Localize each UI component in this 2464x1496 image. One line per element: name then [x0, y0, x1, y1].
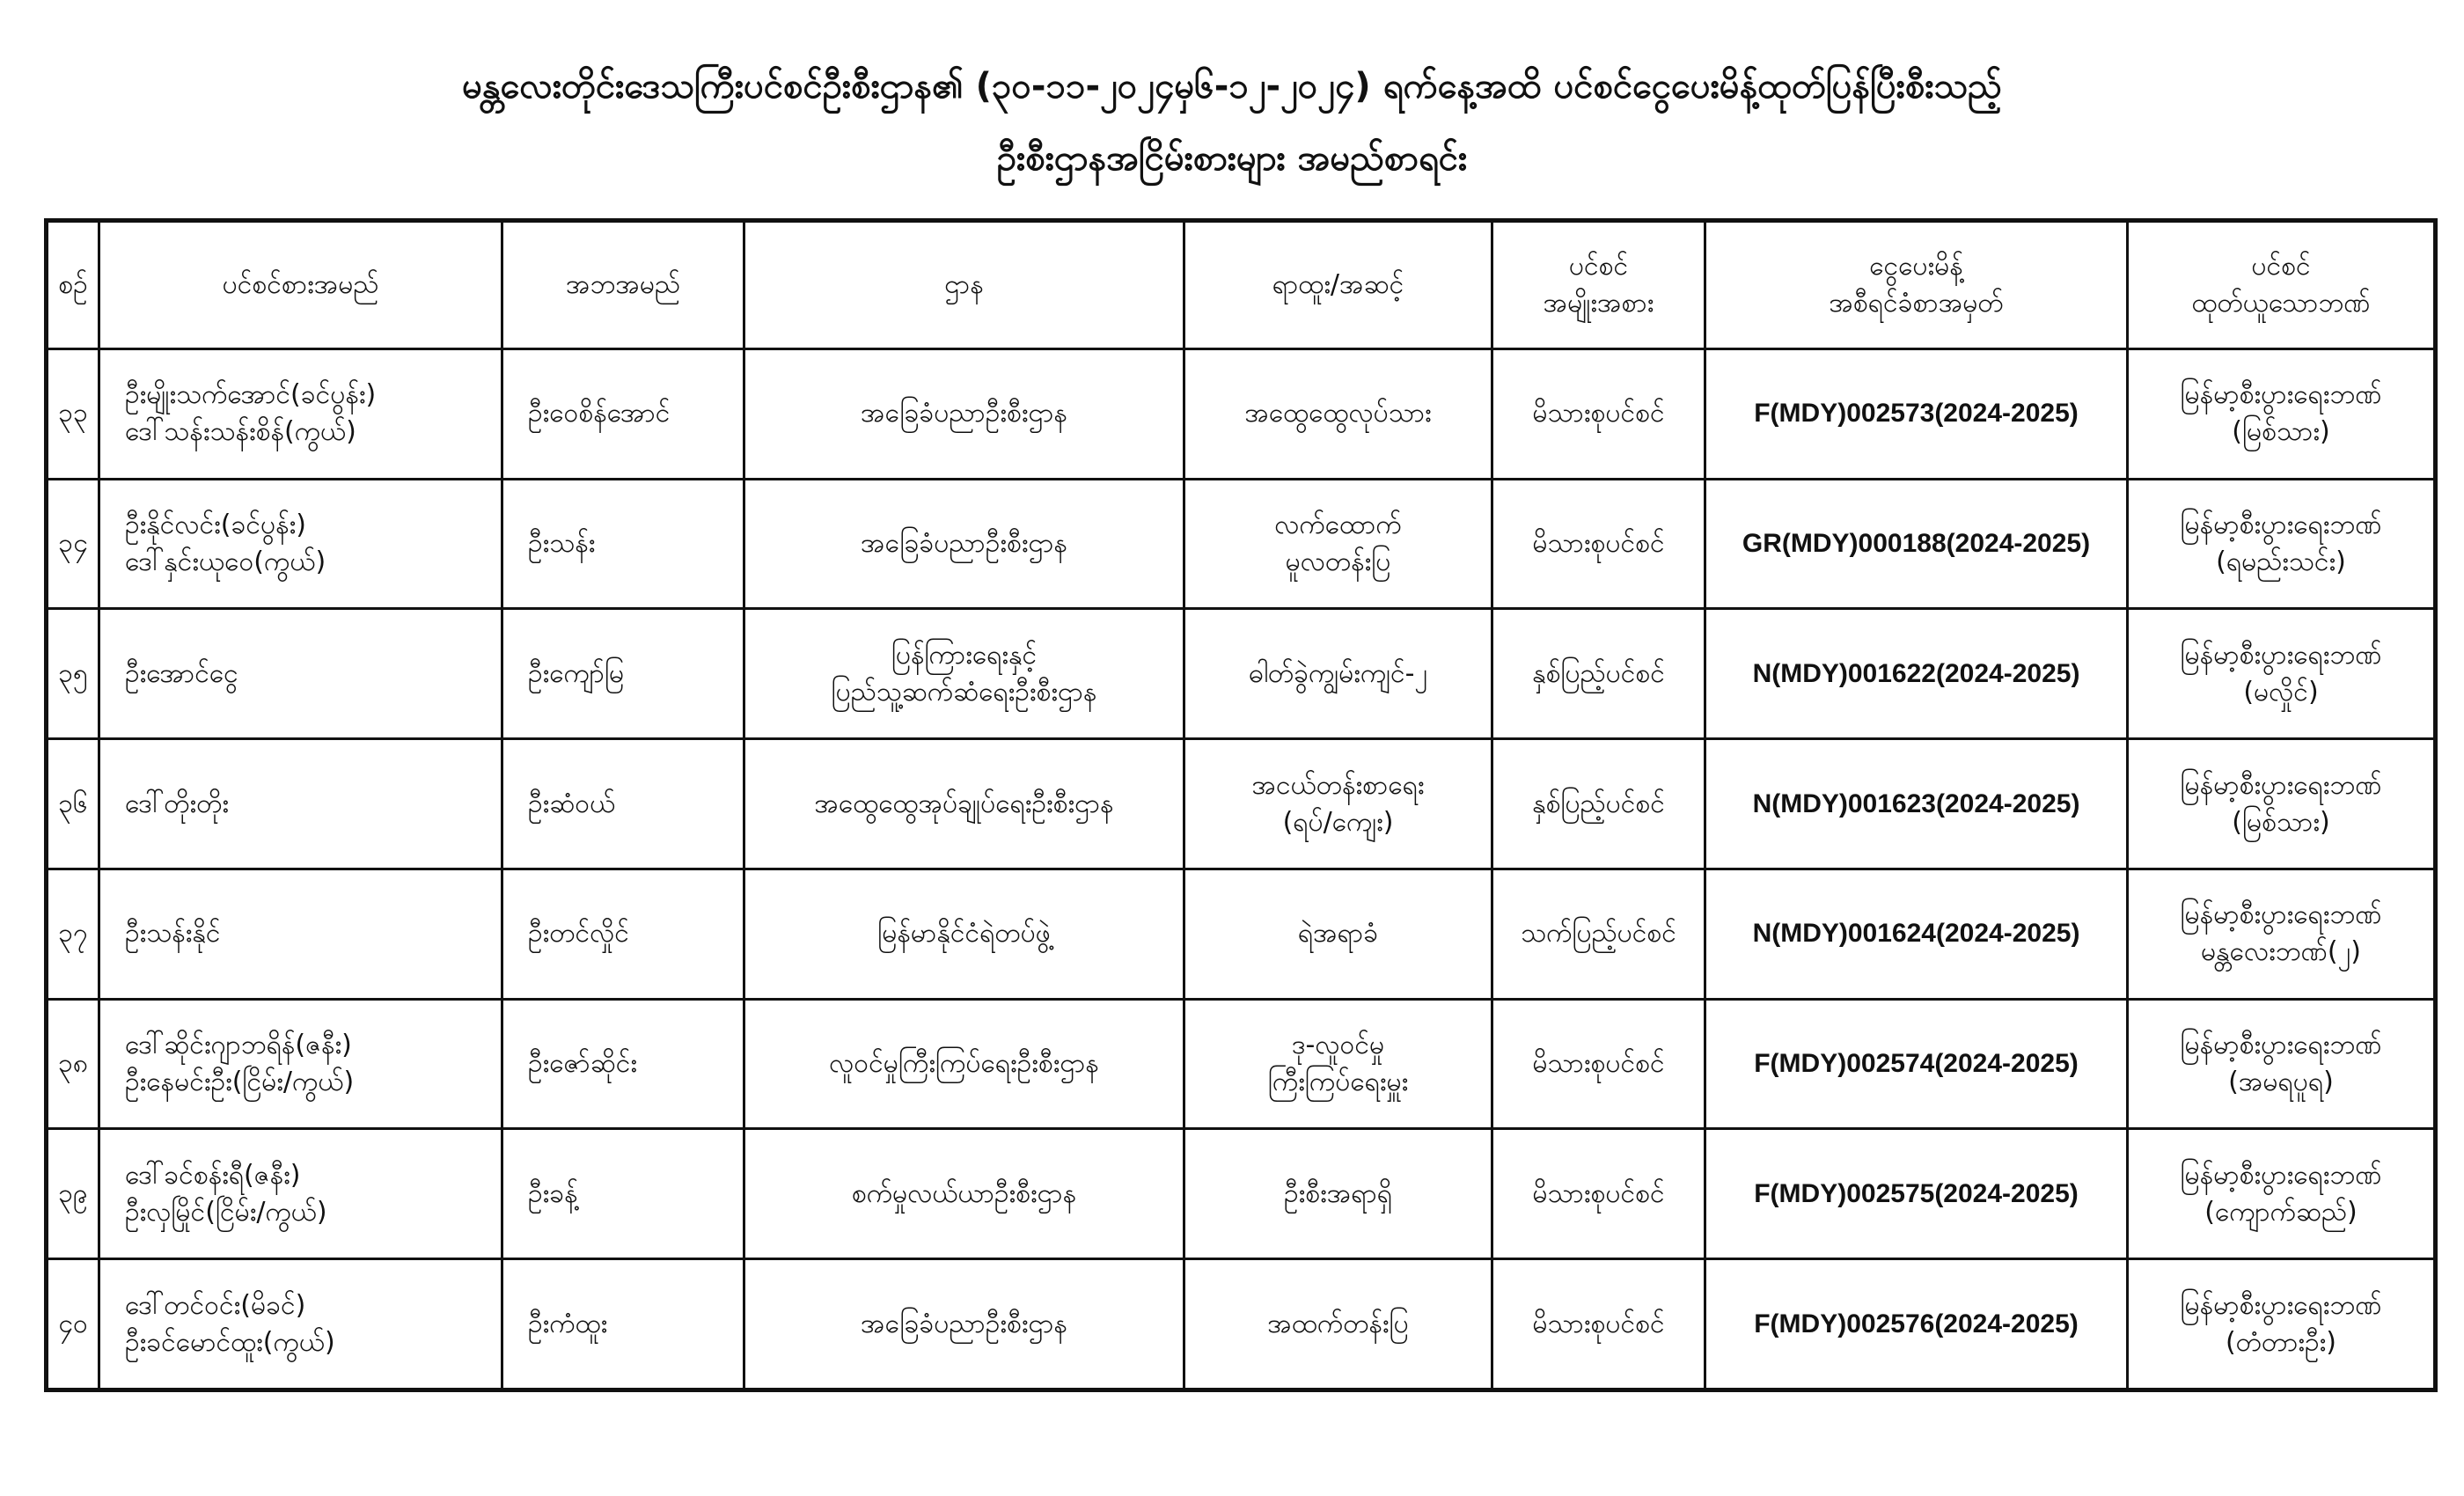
- payment-order-no-cell: F(MDY)002573(2024-2025): [1705, 349, 2128, 480]
- header-no: [47, 221, 99, 349]
- rank-cell: [1184, 1129, 1492, 1259]
- pensioner-name-cell-line: ဦးနေမင်းဦး(ငြိမ်း/ကွယ်): [125, 1067, 355, 1098]
- table-row: [47, 1259, 2436, 1390]
- department-cell: [744, 1259, 1184, 1390]
- rank-cell-line: ဒု-လူဝင်မှု: [1291, 1030, 1385, 1061]
- bank-cell-line: (မလှိုင်): [2243, 676, 2319, 708]
- pensioner-name-cell: [99, 609, 502, 739]
- department-cell-line: ပြည်သူ့ဆက်ဆံရေးဦးစီးဌာန: [831, 676, 1097, 708]
- bank-cell-line: (တံတားဦး): [2225, 1326, 2337, 1358]
- payment-order-no-cell: F(MDY)002576(2024-2025): [1705, 1259, 2128, 1390]
- header-rank: [1184, 221, 1492, 349]
- row-number-cell: ၃၅: [47, 609, 99, 739]
- header-pension-type: [1492, 221, 1705, 349]
- bank-cell-line: မန္တလေးဘဏ်(၂): [2201, 936, 2361, 968]
- department-cell: [744, 869, 1184, 999]
- bank-cell-line: မြန်မာ့စီးပွားရေးဘဏ်: [2180, 1159, 2382, 1191]
- payment-order-no-cell: F(MDY)002575(2024-2025): [1705, 1129, 2128, 1259]
- pensioner-name-cell-line: ဒေါ်တင်ဝင်း(မိခင်): [125, 1289, 306, 1321]
- pensioner-name-cell: [99, 479, 502, 609]
- pensioner-name-cell: [99, 869, 502, 999]
- row-number-cell: ၃၈: [47, 999, 99, 1129]
- table-row: [47, 479, 2436, 609]
- pensioner-name-cell-line: ဦးခင်မောင်ထူး(ကွယ်): [125, 1326, 335, 1358]
- bank-cell-line: (မြစ်သား): [2232, 806, 2330, 838]
- father-name-cell-line: ဦးခန့်: [528, 1177, 578, 1209]
- department-cell-line: မြန်မာနိုင်ငံရဲတပ်ဖွဲ့: [877, 918, 1051, 950]
- pensioner-name-cell-line: ဒေါ်နှင်းယုဝေ(ကွယ်): [125, 546, 326, 578]
- pension-type-cell: [1492, 739, 1705, 869]
- pension-type-cell: [1492, 999, 1705, 1129]
- table-row: [47, 609, 2436, 739]
- pensioner-name-cell: [99, 739, 502, 869]
- header-cell-line: အစီရင်ခံစာအမှတ်: [1829, 288, 2004, 319]
- pensioner-name-cell-line: ဦးနိုင်လင်း(ခင်ပွန်း): [125, 510, 306, 541]
- pensioner-name-cell-line: ဦးမျိုးသက်အောင်(ခင်ပွန်း): [125, 379, 377, 411]
- document-title-line-2: ဦးစီးဌာနအငြိမ်းစားများ အမည်စာရင်း: [996, 138, 1468, 179]
- rank-cell: [1184, 869, 1492, 999]
- bank-cell: [2128, 349, 2436, 480]
- father-name-cell: [502, 349, 744, 480]
- pensioner-name-cell-line: ဦးလှမြိုင်(ငြိမ်း/ကွယ်): [125, 1196, 327, 1228]
- header-cell-line: ရာထူး/အဆင့်: [1272, 269, 1404, 300]
- header-cell-line: ပင်စင်စားအမည်: [222, 269, 379, 300]
- bank-cell-line: (အမရပူရ): [2228, 1067, 2334, 1098]
- father-name-cell-line: ဦးကျော်မြ: [528, 657, 625, 689]
- rank-cell-line: ဓါတ်ခွဲကျွမ်းကျင်-၂: [1248, 657, 1428, 689]
- father-name-cell: [502, 1129, 744, 1259]
- row-number-cell: ၃၆: [47, 739, 99, 869]
- table-row: [47, 1129, 2436, 1259]
- payment-order-no-cell: N(MDY)001623(2024-2025): [1705, 739, 2128, 869]
- header-cell-line: စဉ်: [58, 269, 88, 300]
- bank-cell: [2128, 999, 2436, 1129]
- bank-cell: [2128, 1259, 2436, 1390]
- rank-cell: [1184, 739, 1492, 869]
- payment-order-no-cell: N(MDY)001622(2024-2025): [1705, 609, 2128, 739]
- row-number-cell: ၃၄: [47, 479, 99, 609]
- bank-cell: [2128, 869, 2436, 999]
- header-cell-line: ငွေပေးမိန့်: [1869, 251, 1963, 282]
- father-name-cell-line: ဦးသန်း: [528, 528, 596, 560]
- bank-cell-line: (မြစ်သား): [2232, 416, 2330, 448]
- pension-type-cell-line: မိသားစုပင်စင်: [1532, 398, 1665, 429]
- pensioner-name-cell-line: ဦးအောင်ငွေ: [125, 657, 238, 689]
- rank-cell: [1184, 479, 1492, 609]
- header-cell-line: အဘအမည်: [565, 269, 681, 300]
- father-name-cell: [502, 999, 744, 1129]
- header-cell-line: ပင်စင်: [2251, 251, 2311, 282]
- payment-order-no-cell: N(MDY)001624(2024-2025): [1705, 869, 2128, 999]
- table-row: [47, 739, 2436, 869]
- bank-cell-line: (ရမည်းသင်း): [2216, 546, 2346, 578]
- header-father-name: [502, 221, 744, 349]
- rank-cell-line: ရဲအရာခံ: [1297, 918, 1379, 950]
- department-cell: [744, 999, 1184, 1129]
- header-payment-order-no: [1705, 221, 2128, 349]
- rank-cell-line: အထက်တန်းပြ: [1267, 1308, 1409, 1339]
- row-number-cell: ၃၉: [47, 1129, 99, 1259]
- bank-cell: [2128, 479, 2436, 609]
- father-name-cell-line: ဦးဇော်ဆိုင်း: [528, 1048, 637, 1080]
- pension-type-cell-line: သက်ပြည့်ပင်စင်: [1521, 918, 1676, 950]
- pensioner-name-cell-line: ဒေါ်ခင်စန်းရီ(ဇနီး): [125, 1159, 301, 1191]
- pension-type-cell-line: မိသားစုပင်စင်: [1532, 1308, 1665, 1339]
- bank-cell: [2128, 739, 2436, 869]
- pensioner-name-cell-line: ဒေါ်သန်းသန်းစိန်(ကွယ်): [125, 416, 356, 448]
- bank-cell-line: မြန်မာ့စီးပွားရေးဘဏ်: [2180, 769, 2382, 801]
- pensioner-table: [44, 218, 2438, 1392]
- pensioner-name-cell: [99, 999, 502, 1129]
- father-name-cell: [502, 479, 744, 609]
- pension-type-cell: [1492, 1129, 1705, 1259]
- pension-type-cell: [1492, 609, 1705, 739]
- department-cell-line: ပြန်ကြားရေးနှင့်: [891, 639, 1038, 671]
- pensioner-name-cell: [99, 1259, 502, 1390]
- father-name-cell: [502, 609, 744, 739]
- table-row: [47, 999, 2436, 1129]
- department-cell-line: အခြေခံပညာဦးစီးဌာန: [861, 398, 1067, 429]
- payment-order-no-cell: F(MDY)002574(2024-2025): [1705, 999, 2128, 1129]
- bank-cell: [2128, 1129, 2436, 1259]
- payment-order-no-cell: GR(MDY)000188(2024-2025): [1705, 479, 2128, 609]
- father-name-cell: [502, 1259, 744, 1390]
- bank-cell-line: (ကျောက်ဆည်): [2204, 1196, 2358, 1228]
- table-body: [47, 349, 2436, 1390]
- pensioner-name-cell-line: ဒေါ်ဆိုင်းဂျာဘရိန်(ဇနီး): [125, 1030, 352, 1061]
- document-title-line-1: မန္တလေးတိုင်းဒေသကြီးပင်စင်ဦးစီးဌာန၏ (၃၀-၁၁-၂၀၂၄မှ၆-၁၂-၂၀၂၄) ရက်နေ့အထိ ပင်စင်ငွေပေးမိန့်ထုတ်ပြန်ပြီးစီးသည့်: [462, 66, 2002, 106]
- rank-cell-line: ဦးစီးအရာရှိ: [1283, 1177, 1393, 1209]
- header-pensioner-name: [99, 221, 502, 349]
- bank-cell-line: မြန်မာ့စီးပွားရေးဘဏ်: [2180, 1289, 2382, 1321]
- bank-cell-line: မြန်မာ့စီးပွားရေးဘဏ်: [2180, 510, 2382, 541]
- father-name-cell: [502, 869, 744, 999]
- department-cell-line: လူဝင်မှုကြီးကြပ်ရေးဦးစီးဌာန: [829, 1048, 1099, 1080]
- table-row: [47, 869, 2436, 999]
- department-cell-line: အခြေခံပညာဦးစီးဌာန: [861, 528, 1067, 560]
- pension-type-cell-line: နှစ်ပြည့်ပင်စင်: [1532, 788, 1665, 819]
- pension-type-cell-line: မိသားစုပင်စင်: [1532, 528, 1665, 560]
- rank-cell: [1184, 349, 1492, 480]
- father-name-cell-line: ဦးဆံဝယ်: [528, 788, 616, 819]
- rank-cell-line: (ရပ်/ကျေး): [1282, 806, 1394, 838]
- rank-cell-line: မူလတန်းပြ: [1285, 546, 1391, 578]
- father-name-cell-line: ဦးဝေစိန်အောင်: [528, 398, 671, 429]
- father-name-cell: [502, 739, 744, 869]
- department-cell: [744, 739, 1184, 869]
- pensioner-name-cell: [99, 1129, 502, 1259]
- department-cell-line: စက်မှုလယ်ယာဦးစီးဌာန: [851, 1177, 1077, 1209]
- row-number-cell: ၃၃: [47, 349, 99, 480]
- row-number-cell: ၃၇: [47, 869, 99, 999]
- department-cell: [744, 349, 1184, 480]
- pension-type-cell-line: နှစ်ပြည့်ပင်စင်: [1532, 657, 1665, 689]
- rank-cell-line: ကြီးကြပ်ရေးမှူး: [1267, 1067, 1409, 1098]
- department-cell: [744, 1129, 1184, 1259]
- header-department: [744, 221, 1184, 349]
- department-cell-line: အခြေခံပညာဦးစီးဌာန: [861, 1308, 1067, 1339]
- bank-cell-line: မြန်မာ့စီးပွားရေးဘဏ်: [2180, 1030, 2382, 1061]
- father-name-cell-line: ဦးတင်လှိုင်: [528, 918, 629, 950]
- table-header-row: [47, 221, 2436, 349]
- father-name-cell-line: ဦးကံထူး: [528, 1308, 608, 1339]
- rank-cell-line: လက်ထောက်: [1274, 510, 1402, 541]
- rank-cell: [1184, 999, 1492, 1129]
- header-cell-line: ထုတ်ယူသောဘဏ်: [2191, 288, 2371, 319]
- pensioner-name-cell-line: ဒေါ်တိုးတိုး: [125, 788, 229, 819]
- pension-type-cell: [1492, 1259, 1705, 1390]
- rank-cell: [1184, 609, 1492, 739]
- table-row: [47, 349, 2436, 480]
- rank-cell: [1184, 1259, 1492, 1390]
- bank-cell: [2128, 609, 2436, 739]
- header-cell-line: ဌာန: [944, 269, 984, 300]
- pension-type-cell: [1492, 349, 1705, 480]
- pension-type-cell: [1492, 869, 1705, 999]
- department-cell: [744, 609, 1184, 739]
- header-cell-line: ပင်စင်: [1568, 251, 1629, 282]
- header-bank: [2128, 221, 2436, 349]
- bank-cell-line: မြန်မာ့စီးပွားရေးဘဏ်: [2180, 379, 2382, 411]
- pensioner-name-cell: [99, 349, 502, 480]
- rank-cell-line: အငယ်တန်းစာရေး: [1251, 769, 1425, 801]
- header-cell-line: အမျိုးအစား: [1543, 288, 1654, 319]
- department-cell: [744, 479, 1184, 609]
- row-number-cell: ၄၀: [47, 1259, 99, 1390]
- pensioner-name-cell-line: ဦးသန်းနိုင်: [125, 918, 221, 950]
- rank-cell-line: အထွေထွေလုပ်သား: [1244, 398, 1432, 429]
- bank-cell-line: မြန်မာ့စီးပွားရေးဘဏ်: [2180, 639, 2382, 671]
- bank-cell-line: မြန်မာ့စီးပွားရေးဘဏ်: [2180, 899, 2382, 931]
- pension-type-cell-line: မိသားစုပင်စင်: [1532, 1177, 1665, 1209]
- department-cell-line: အထွေထွေအုပ်ချုပ်ရေးဦးစီးဌာန: [814, 788, 1114, 819]
- pension-type-cell-line: မိသားစုပင်စင်: [1532, 1048, 1665, 1080]
- pension-type-cell: [1492, 479, 1705, 609]
